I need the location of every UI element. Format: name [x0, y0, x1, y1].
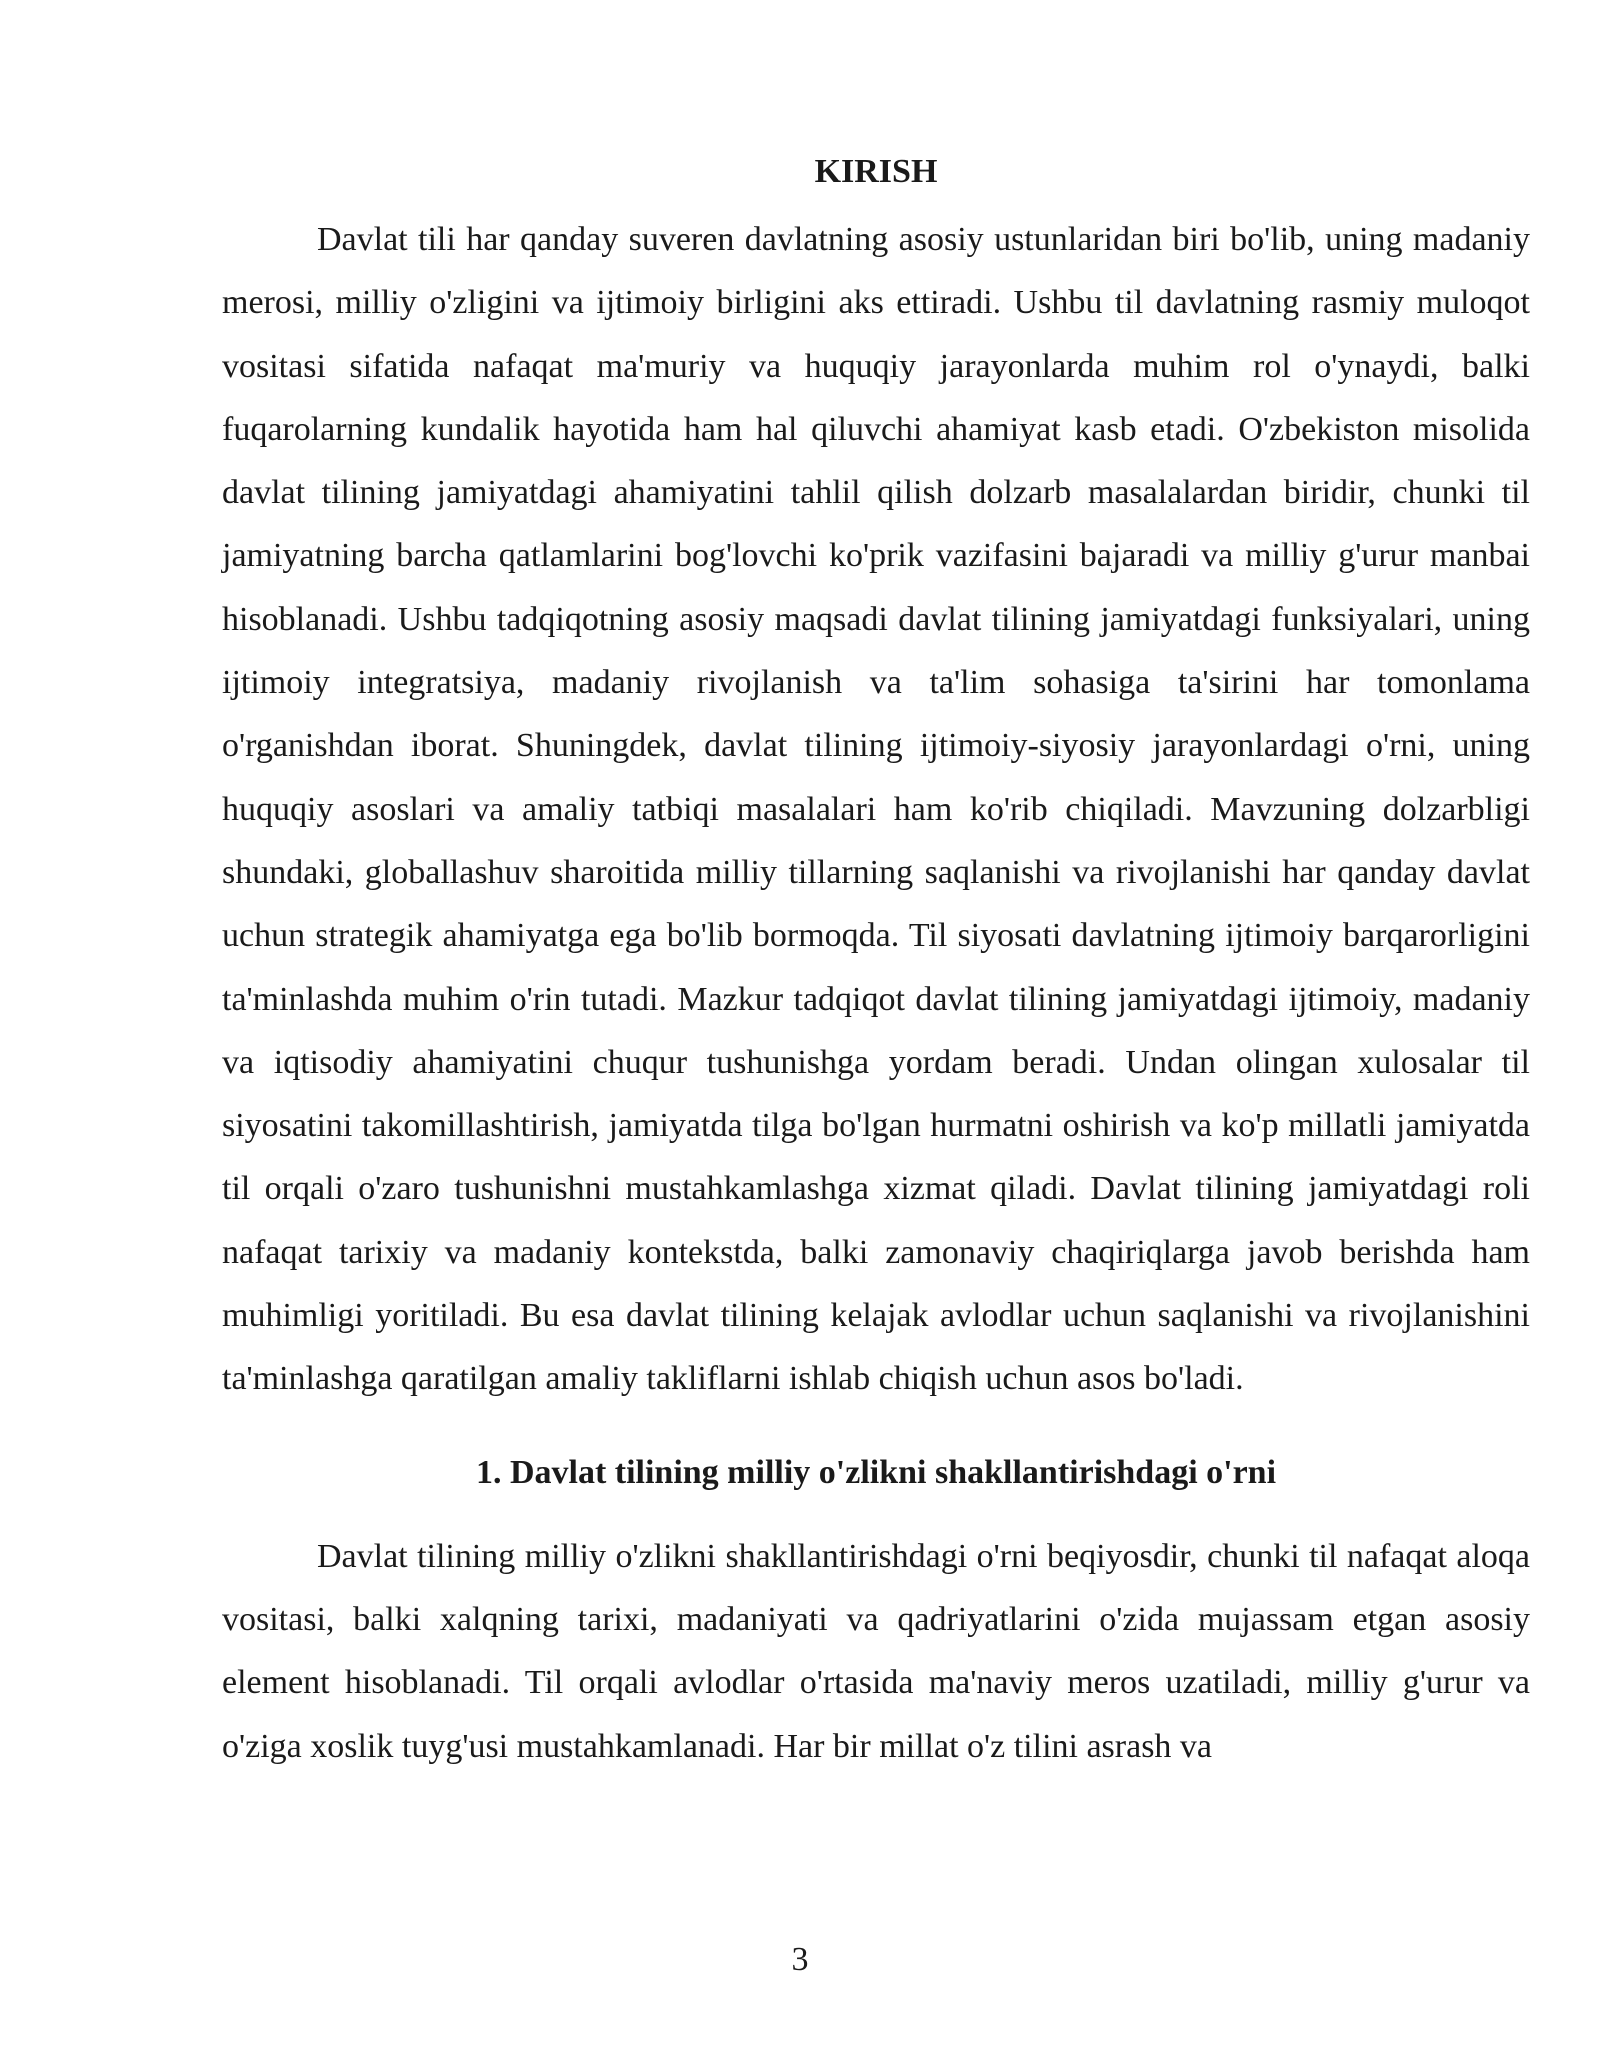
section-1-heading: 1. Davlat tilining milliy o'zlikni shakllantirishdagi o'rni	[475, 1453, 1277, 1491]
document-title: KIRISH	[814, 153, 938, 190]
page-number: 3	[791, 1941, 809, 1978]
section-1-paragraph: Davlat tilining milliy o'zlikni shakllantirishdagi o'rni beqiyosdir, chunki til nafaqat aloqa vositasi, balki xalqning tarixi, madaniyati va qadriyatlarini o'zida mujassam etgan asosiy element hisoblanadi. Til orqali avlodlar o'rtasida ma'naviy meros uzatiladi, milliy g'urur va o'ziga xoslik tuyg'usi mustahkamlanadi. Har bir millat o'z tilini asrash va	[222, 1537, 1530, 1765]
intro-paragraph: Davlat tili har qanday suveren davlatning asosiy ustunlaridan biri bo'lib, uning madaniy merosi, milliy o'zligini va ijtimoiy birligini aks ettiradi. Ushbu til davlatning rasmiy muloqot vositasi sifatida nafaqat ma'muriy va huquqiy jarayonlarda muhim rol o'ynaydi, balki fuqarolarning kundalik hayotida ham hal qiluvchi ahamiyat kasb etadi. O'zbekiston misolida davlat tilining jamiyatdagi ahamiyatini tahlil qilish dolzarb masalalardan biridir, chunki til jamiyatning barcha qatlamlarini bog'lovchi ko'prik vazifasini bajaradi va milliy g'urur manbai hisoblanadi. Ushbu tadqiqotning asosiy maqsadi davlat tilining jamiyatdagi funksiyalari, uning ijtimoiy integratsiya, madaniy rivojlanish va ta'lim sohasiga ta'sirini har tomonlama o'rganishdan iborat. Shuningdek, davlat tilining ijtimoiy-siyosiy jarayonlardagi o'rni, uning huquqiy asoslari va amaliy tatbiqi masalalari ham ko'rib chiqiladi. Mavzuning dolzarbligi shundaki, globallashuv sharoitida milliy tillarning saqlanishi va rivojlanishi har qanday davlat uchun strategik ahamiyatga ega bo'lib bormoqda. Til siyosati davlatning ijtimoiy barqarorligini ta'minlashda muhim o'rin tutadi. Mazkur tadqiqot davlat tilining jamiyatdagi ijtimoiy, madaniy va iqtisodiy ahamiyatini chuqur tushunishga yordam beradi. Undan olingan xulosalar til siyosatini takomillashtirish, jamiyatda tilga bo'lgan hurmatni oshirish va ko'p millatli jamiyatda til orqali o'zaro tushunishni mustahkamlashga xizmat qiladi. Davlat tilining jamiyatdagi roli nafaqat tarixiy va madaniy kontekstda, balki zamonaviy chaqiriqlarga javob berishda ham muhimligi yoritiladi. Bu esa davlat tilining kelajak avlodlar uchun saqlanishi va rivojlanishini ta'minlashga qaratilgan amaliy takliflarni ishlab chiqish uchun asos bo'ladi.	[222, 221, 1530, 1398]
document-page	[222, 140, 1530, 1778]
